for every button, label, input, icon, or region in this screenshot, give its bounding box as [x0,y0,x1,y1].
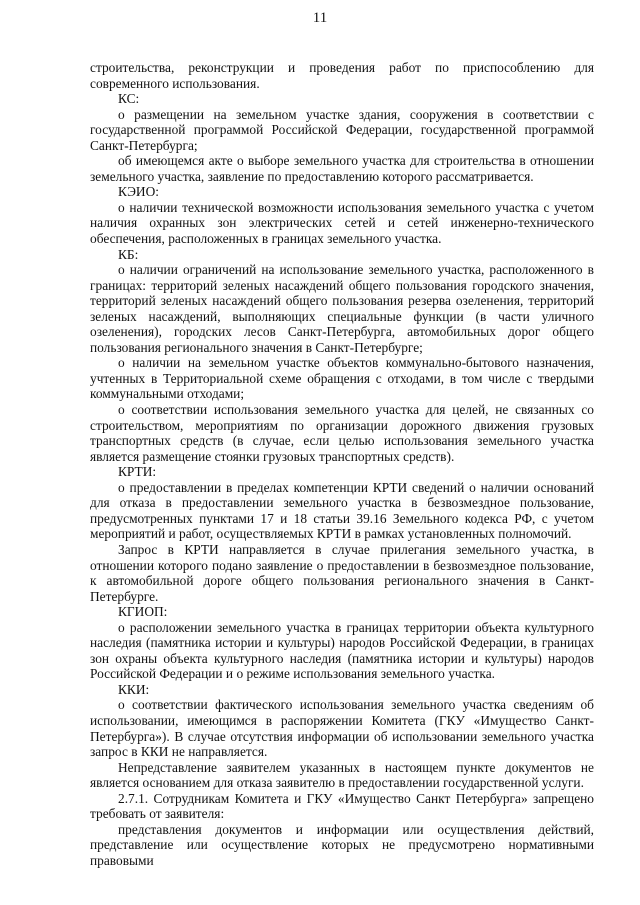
section-heading: КГИОП: [118,604,168,620]
section-heading: КЭИО: [118,184,159,200]
paragraph: 2.7.1. Сотрудникам Комитета и ГКУ «Имущество Санкт Петербурга» запрещено требовать от заявителя: [90,790,594,822]
section-heading: КБ: [118,246,139,262]
page-number: 11 [312,10,328,26]
paragraph: строительства, реконструкции и проведения работ по приспособлению для современного использования. [90,60,594,91]
paragraph: о соответствии фактического использования земельного участка сведениям об использовании, имеющимся в распоряжении Комитета (ГКУ «Имущество Санкт-Петербурга»). В случае отсутствия информации об использовании земельного участка запрос в ККИ не направляется. [90,697,594,760]
paragraph: о размещении на земельном участке здания, сооружения в соответствии с государственной программой Российской Федерации, государственной программой Санкт-Петербурга; [90,106,594,153]
paragraph: о расположении земельного участка в границах территории объекта культурного наследия (памятника истории и культуры) народов Российской Федерации, в границах зон охраны объекта культурного наследия (памятника истории и культуры) народов Российской Федерации и о режиме использования земельного участка. [90,619,594,682]
paragraph: Непредставление заявителем указанных в настоящем пункте документов не является основанием для отказа заявителю в предоставлении государственной услуги. [90,759,594,791]
section-heading: ККИ: [118,681,150,697]
document-body [90,60,594,868]
paragraph: о наличии технической возможности использования земельного участка с учетом наличия охранных зон электрических сетей и сетей инженерно-технического обеспечения, расположенных в границах земельного участка. [90,199,594,247]
paragraph: представления документов и информации или осуществления действий, представление или осуществление которых не предусмотрено нормативными правовыми [90,821,594,868]
paragraph: о предоставлении в пределах компетенции КРТИ сведений о наличии оснований для отказа в предоставлении земельного участка в безвозмездное пользование, предусмотренных пунктами 17 и 18 статьи 39.16 Земельного кодекса РФ, с учетом мероприятий и работ, осуществляемых КРТИ в рамках установленных полномочий. [90,479,594,542]
paragraph: о наличии на земельном участке объектов коммунально-бытового назначения, учтенных в Территориальной схеме обращения с отходами, в том числе с твердыми коммунальными отходами; [90,355,594,402]
paragraph: о наличии ограничений на использование земельного участка, расположенного в границах: территорий зеленых насаждений общего пользования городского значения, территорий зеленых насаждений общего пользования резерва озеленения, территорий зеленых насаждений, выполняющих специальные функции (в части уличного озеленения), городских лесов Санкт-Петербурга, автомобильных дорог общего пользования регионального значения в Санкт-Петербурге; [90,262,594,355]
section-heading: КРТИ: [118,464,157,480]
paragraph: Запрос в КРТИ направляется в случае прилегания земельного участка, в отношении которого подано заявление о предоставлении в безвозмездное пользование, к автомобильной дороге общего пользования регионального значения в Санкт-Петербурге. [90,541,594,604]
paragraph: о соответствии использования земельного участка для целей, не связанных со строительством, мероприятиям по организации дорожного движения грузовых транспортных средств (в случае, если целью использования земельного участка является размещение стоянки грузовых транспортных средств). [90,402,594,464]
section-heading: КС: [118,91,140,107]
paragraph: об имеющемся акте о выборе земельного участка для строительства в отношении земельного участка, заявление по предоставлению которого рассматривается. [90,153,594,184]
